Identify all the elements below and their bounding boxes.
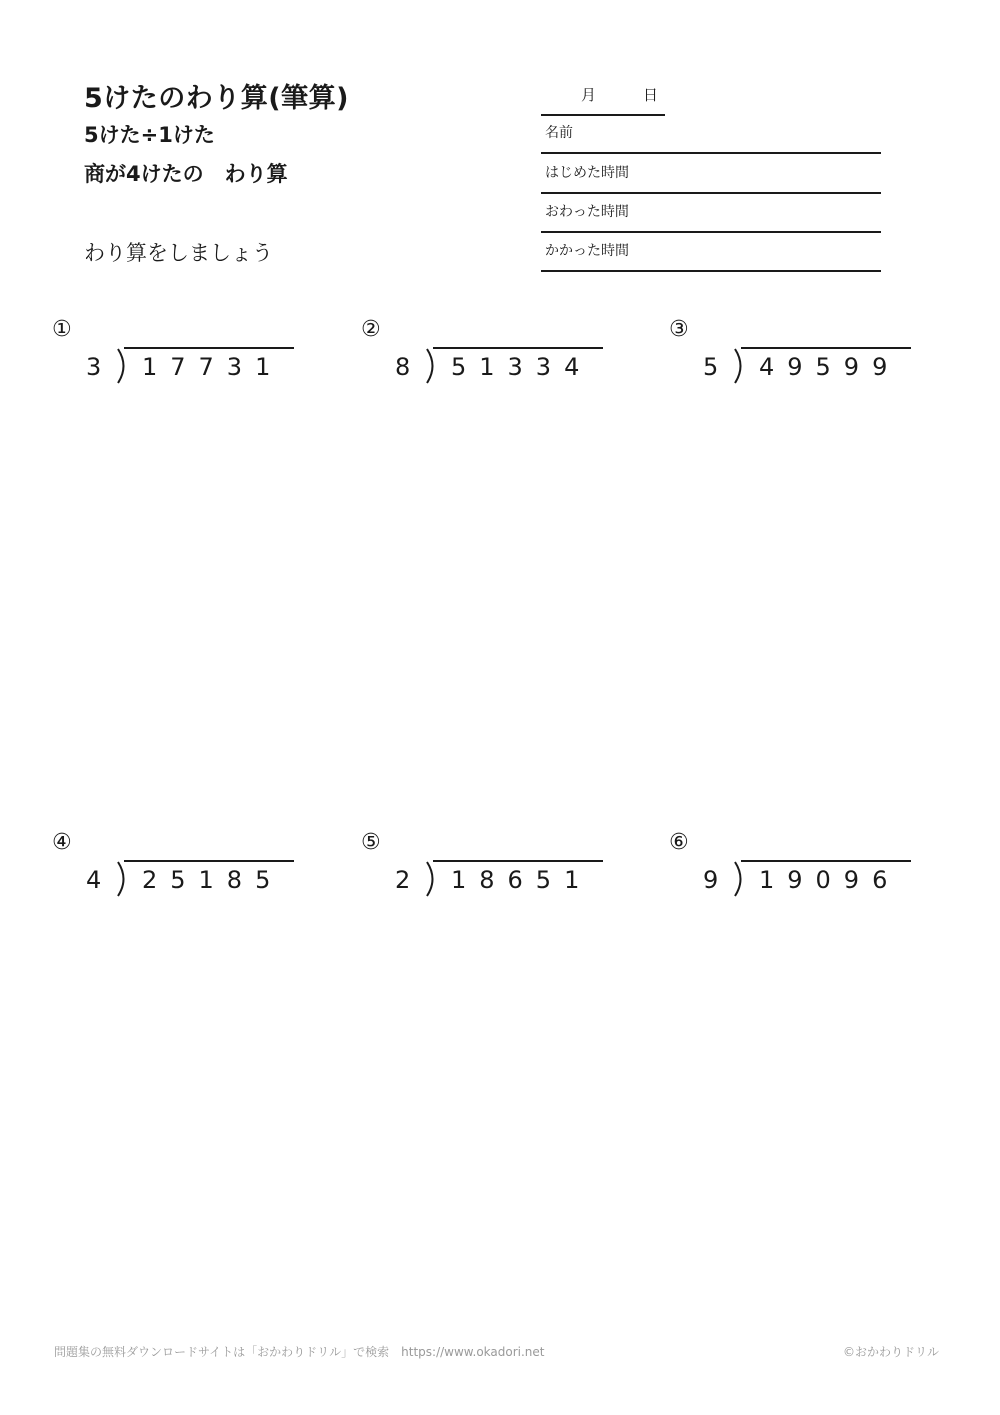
problem-number: ⑤ xyxy=(361,830,381,855)
division-bracket xyxy=(116,347,130,385)
elapsed-time-field[interactable] xyxy=(541,232,881,272)
name-label: 名前 xyxy=(545,125,573,141)
division-problem xyxy=(361,319,611,399)
division-bar xyxy=(124,347,294,349)
division-bracket xyxy=(425,860,439,898)
division-bar xyxy=(741,347,911,349)
dividend: 19096 xyxy=(759,866,901,894)
dividend: 51334 xyxy=(451,353,593,381)
divisor: 9 xyxy=(703,866,719,894)
divisor: 5 xyxy=(703,353,719,381)
divisor: 4 xyxy=(86,866,102,894)
division-problem xyxy=(52,832,302,912)
problem-number: ② xyxy=(361,317,381,342)
division-bar xyxy=(741,860,911,862)
date-field[interactable] xyxy=(541,84,665,116)
problem-number: ④ xyxy=(52,830,72,855)
division-problem xyxy=(669,319,919,399)
problem-number: ⑥ xyxy=(669,830,689,855)
division-bracket xyxy=(733,860,747,898)
month-label: 月 xyxy=(581,86,597,104)
dividend: 49599 xyxy=(759,353,901,381)
worksheet-subtitle: 5けた÷1けた xyxy=(84,123,215,147)
elapsed-time-label: かかった時間 xyxy=(545,243,629,259)
division-bar xyxy=(433,860,603,862)
day-label: 日 xyxy=(643,86,659,104)
start-time-label: はじめた時間 xyxy=(545,165,629,181)
dividend: 17731 xyxy=(142,353,284,381)
division-problem xyxy=(361,832,611,912)
footer-copyright: ©おかわりドリル xyxy=(842,1345,939,1359)
division-problem xyxy=(669,832,919,912)
start-time-field[interactable] xyxy=(541,154,881,194)
worksheet-subtitle-quotient: 商が4けたの わり算 xyxy=(84,162,288,186)
problem-number: ③ xyxy=(669,317,689,342)
division-bracket xyxy=(733,347,747,385)
instruction-text: わり算をしましょう xyxy=(84,241,273,265)
name-field[interactable] xyxy=(541,114,881,154)
divisor: 3 xyxy=(86,353,102,381)
dividend: 18651 xyxy=(451,866,593,894)
division-bar xyxy=(124,860,294,862)
footer-site-note: 問題集の無料ダウンロードサイトは「おかわりドリル」で検索 https://www.okadori.net xyxy=(54,1345,545,1359)
divisor: 2 xyxy=(395,866,411,894)
division-problem xyxy=(52,319,302,399)
end-time-field[interactable] xyxy=(541,193,881,233)
division-bracket xyxy=(116,860,130,898)
worksheet-title: 5けたのわり算(筆算) xyxy=(84,83,349,114)
dividend: 25185 xyxy=(142,866,284,894)
division-bracket xyxy=(425,347,439,385)
division-bar xyxy=(433,347,603,349)
problem-number: ① xyxy=(52,317,72,342)
end-time-label: おわった時間 xyxy=(545,204,629,220)
divisor: 8 xyxy=(395,353,411,381)
